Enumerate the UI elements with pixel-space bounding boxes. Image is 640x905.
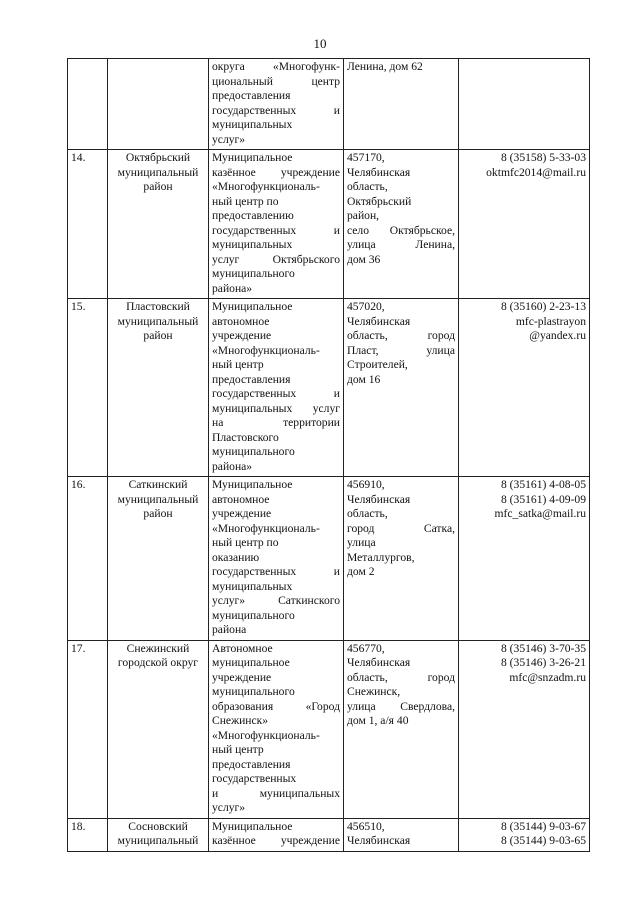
address-line: село Октябрьское, xyxy=(347,223,455,237)
address-line: дом 36 xyxy=(347,252,381,266)
organization-name-line: казённое учреждение xyxy=(212,165,340,179)
contacts-line: 8 (35144) 9-03-65 xyxy=(500,834,586,847)
address-line: Пласт, улица xyxy=(347,343,455,357)
organization-name-line: услуг» Саткинского xyxy=(212,594,340,607)
organization-name-line: муниципальных услуг xyxy=(212,401,340,415)
organization-name-line: района xyxy=(212,623,247,636)
organization-name-line: государственных xyxy=(212,772,297,785)
organization-name-line: оказанию xyxy=(212,550,260,564)
municipality-name-cell xyxy=(108,640,209,818)
organization-name-line: автономное xyxy=(212,314,270,328)
address-cell xyxy=(344,477,459,641)
table-row xyxy=(68,477,590,641)
organization-name-line: государственных и xyxy=(212,565,340,578)
address-line: Челябинская xyxy=(347,314,411,328)
organization-name-line: Муниципальное xyxy=(212,819,293,833)
organization-name-line: ный центр по xyxy=(212,194,279,208)
address-line: Октябрьский xyxy=(347,194,412,208)
table-row xyxy=(68,150,590,299)
municipality-name-line: Саткинский xyxy=(128,478,188,491)
organization-name-line: на территории xyxy=(212,416,340,429)
organization-name-line: услуг» xyxy=(212,132,246,146)
organization-name-line: муниципальное xyxy=(212,656,290,669)
address-line: 456910, xyxy=(347,478,385,491)
municipality-name-cell xyxy=(108,59,209,150)
municipality-name-line: район xyxy=(143,507,173,520)
organization-name-line: циональный центр xyxy=(212,74,340,88)
address-line: Снежинск, xyxy=(347,685,401,698)
table-row xyxy=(68,640,590,818)
row-number: 15. xyxy=(68,299,108,477)
address-line: улица Свердлова, xyxy=(347,699,455,713)
contacts-cell xyxy=(459,818,590,851)
contacts-cell xyxy=(459,59,590,150)
contacts-line: mfc@snzadm.ru xyxy=(509,670,586,684)
municipality-name-line: Сосновский xyxy=(128,819,188,833)
address-line: Челябинская xyxy=(347,165,411,179)
organization-name-line: образования «Город xyxy=(212,699,340,713)
table-row xyxy=(68,59,590,150)
municipality-name-cell xyxy=(108,818,209,851)
municipality-name-line: район xyxy=(143,329,173,342)
organization-name-line: и муниципальных xyxy=(212,786,340,800)
contacts-cell xyxy=(459,640,590,818)
organization-name-line: учреждение xyxy=(212,507,272,520)
contacts-line: 8 (35161) 4-09-09 xyxy=(500,492,586,506)
contacts-line: 8 (35160) 2-23-13 xyxy=(500,300,586,313)
organization-name-line: «Многофункциональ- xyxy=(212,521,320,535)
contacts-line: 8 (35158) 5-33-03 xyxy=(500,151,586,164)
organization-name-line: предоставлению xyxy=(212,209,294,222)
organization-name-line: ный центр xyxy=(212,743,264,756)
organization-name-line: муниципального xyxy=(212,608,295,622)
organization-name-line: Пластовского xyxy=(212,430,279,444)
organization-name-line: Муниципальное xyxy=(212,300,293,313)
municipality-name-line: Пластовский xyxy=(126,300,190,313)
contacts-line: 8 (35146) 3-26-21 xyxy=(500,656,586,669)
organization-name-line: государственных и xyxy=(212,103,340,117)
address-line: город Сатка, xyxy=(347,521,455,535)
organization-name-line: казённое учреждение xyxy=(212,834,340,847)
table-body xyxy=(68,59,590,852)
table-row xyxy=(68,818,590,851)
organization-name-cell xyxy=(209,150,344,299)
contacts-line: mfc-plastrayon xyxy=(515,314,586,328)
contacts-cell xyxy=(459,477,590,641)
contacts-line: oktmfc2014@mail.ru xyxy=(486,165,586,179)
organization-name-line: «Многофункциональ- xyxy=(212,180,320,193)
organization-name-line: муниципальных xyxy=(212,579,293,593)
municipality-name-line: муниципальный xyxy=(117,492,199,506)
municipality-name-cell xyxy=(108,299,209,477)
address-line: область, xyxy=(347,507,388,520)
organization-name-line: ный центр xyxy=(212,358,264,371)
address-line: дом 2 xyxy=(347,565,375,578)
municipality-name-line: городской округ xyxy=(117,656,199,669)
table-row xyxy=(68,299,590,477)
address-cell xyxy=(344,640,459,818)
organization-name-line: государственных и xyxy=(212,223,340,237)
municipality-name-cell xyxy=(108,477,209,641)
address-cell xyxy=(344,59,459,150)
contacts-line: 8 (35144) 9-03-67 xyxy=(500,819,586,833)
organization-name-line: «Многофункциональ- xyxy=(212,728,320,742)
municipality-name-line: муниципальный xyxy=(117,165,199,179)
organization-name-cell xyxy=(209,59,344,150)
organization-name-line: округа «Многофунк- xyxy=(212,60,340,73)
municipality-name-line: муниципальный xyxy=(117,834,199,847)
organization-name-line: муниципальных xyxy=(212,118,293,131)
organization-name-line: учреждение xyxy=(212,670,272,684)
address-line: 456510, xyxy=(347,819,385,833)
address-line: район, xyxy=(347,209,380,222)
row-number: 17. xyxy=(68,640,108,818)
row-number: 18. xyxy=(68,818,108,851)
address-line: Ленина, дом 62 xyxy=(347,60,423,73)
organization-name-line: предоставления xyxy=(212,372,291,386)
organization-name-line: района» xyxy=(212,459,253,473)
organization-name-line: предоставления xyxy=(212,89,291,102)
organization-name-line: учреждение xyxy=(212,329,272,342)
address-line: Челябинская xyxy=(347,492,411,506)
address-line: Металлургов, xyxy=(347,550,415,564)
organization-name-line: услуг» xyxy=(212,801,246,814)
organization-name-line: Муниципальное xyxy=(212,151,293,164)
address-cell xyxy=(344,818,459,851)
organization-name-line: предоставления xyxy=(212,757,291,771)
organization-name-cell xyxy=(209,818,344,851)
address-line: Строителей, xyxy=(347,358,408,371)
contacts-line: 8 (35161) 4-08-05 xyxy=(500,478,586,491)
address-line: область, город xyxy=(347,329,455,342)
organization-name-line: района» xyxy=(212,281,253,295)
organization-name-line: муниципальных xyxy=(212,238,293,251)
address-line: область, город xyxy=(347,670,455,684)
address-line: улица xyxy=(347,536,376,549)
municipality-name-line: район xyxy=(143,180,173,193)
organization-name-line: муниципального xyxy=(212,445,295,458)
row-number xyxy=(68,59,108,150)
contacts-cell xyxy=(459,150,590,299)
address-cell xyxy=(344,299,459,477)
organization-name-line: муниципального xyxy=(212,267,295,280)
organization-name-line: Снежинск» xyxy=(212,714,269,727)
organization-name-cell xyxy=(209,640,344,818)
address-line: дом 1, а/я 40 xyxy=(347,714,409,727)
municipality-name-line: Снежинский xyxy=(126,641,190,655)
organization-name-cell xyxy=(209,477,344,641)
organization-name-cell xyxy=(209,299,344,477)
address-line: улица Ленина, xyxy=(347,238,455,251)
address-line: Челябинская xyxy=(347,834,411,847)
row-number: 16. xyxy=(68,477,108,641)
municipality-name-line: Октябрьский xyxy=(125,151,191,164)
organization-name-line: автономное xyxy=(212,492,270,506)
address-line: 457170, xyxy=(347,151,385,164)
mfc-registry-table xyxy=(67,58,590,852)
municipality-name-line: муниципальный xyxy=(117,314,199,328)
organization-name-line: услуг Октябрьского xyxy=(212,252,340,266)
row-number: 14. xyxy=(68,150,108,299)
address-cell xyxy=(344,150,459,299)
organization-name-line: Муниципальное xyxy=(212,478,293,491)
address-line: дом 16 xyxy=(347,372,381,386)
contacts-line: @yandex.ru xyxy=(529,329,586,342)
address-line: 456770, xyxy=(347,641,385,655)
contacts-line: mfc_satka@mail.ru xyxy=(494,507,586,520)
organization-name-line: государственных и xyxy=(212,387,340,400)
contacts-line: 8 (35146) 3-70-35 xyxy=(500,641,586,655)
contacts-cell xyxy=(459,299,590,477)
organization-name-line: муниципального xyxy=(212,685,295,698)
municipality-name-cell xyxy=(108,150,209,299)
address-line: область, xyxy=(347,180,388,193)
organization-name-line: ный центр по xyxy=(212,536,279,549)
address-line: 457020, xyxy=(347,300,385,313)
organization-name-line: Автономное xyxy=(212,641,273,655)
organization-name-line: «Многофункциональ- xyxy=(212,343,320,357)
page-number: 10 xyxy=(313,36,327,51)
address-line: Челябинская xyxy=(347,656,411,669)
